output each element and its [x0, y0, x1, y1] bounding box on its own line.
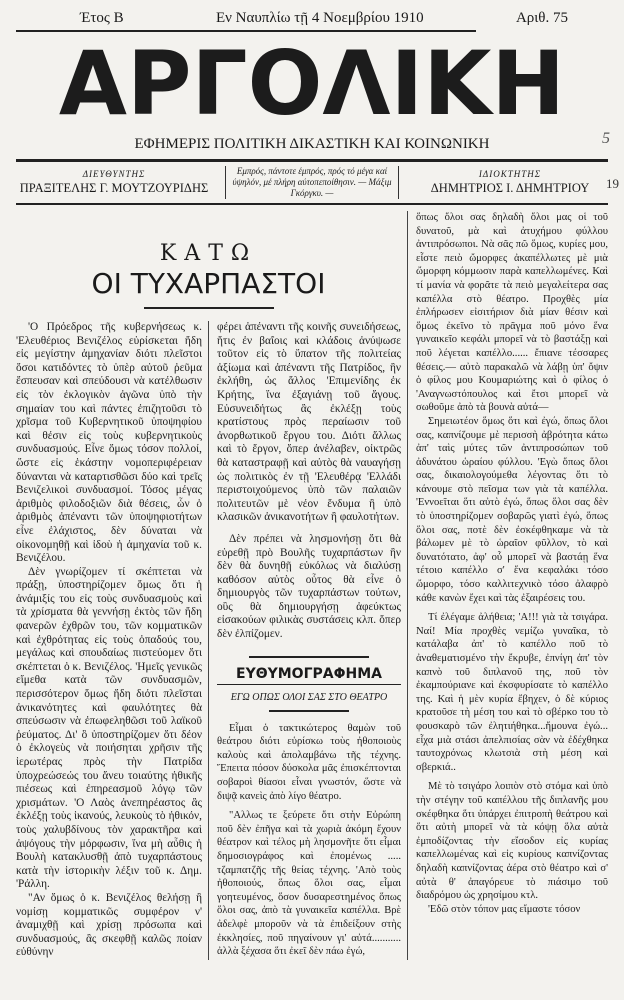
- paragraph: "Αλλως τε ξεύρετε ὅτι στὴν Εὐρώπη ποῦ δὲν ἐπῆγα καὶ τὰ χωριὰ ἀκόμη ἔχουν θέατρον καὶ τέλος μὴ λησμονῆτε ὅτι εἶμαι δημοσιογράφος καὶ ἐπομένως ..... τζαμπατζῆς τῆς θείας τέχνης. 'Απὸ τοὺς ἠθοποιούς, ὅπως ὅλοι σας, εἶμαι γοητευμένος, ὅσον δυσαρεστημένος ὅπως ὅλοι σας, ἀπὸ τὰ γυναικεῖα καπέλλα. Βρὲ ἀδελφὲ μποροῦν νὰ τὰ ἐπιδείξουν στὴς ἐκκλησίες, ποῦ πηγαίνουν γι' αὐτά........... ἀλλὰ ξέχασα ὅτι ἐκεῖ δὲν πάω ἐγώ,: [217, 810, 401, 958]
- paragraph: Σημειωτέον ὅμως ὅτι καὶ ἐγώ, ὅπως ὅλοι σας, καπνίζουμε μὲ περισσὴ ἀβρότητα κάτω ἀπ' ταὶς μύτες τῶν ἀντιπροσώπων τοῦ ἀδυνάτου ὡραίου φύλλου. 'Εγὼ ὅπως ὅλοι σας, δικαιολογούμεθα λέγοντας ὅτι τὸ κάνουμε στὸ πεῖσμα των γιὰ τὰ καπέλλα. 'Εννοεῖται ὅτι αὐτὸ ἐγώ, ὅπως ὅλοι σας δὲν τὸ ὑποστηρίζομεν σοβαρῶς γιατὶ ἐγώ, ὅπως ὅλοι σας, ποτὲ δὲν ἐσκέφθηκαμε νὰ τὰ βάλωμεν μὲ τὸ ὡραῖον φῦλλον, τὸ καὶ δυνατότατο, ἀφ' οὗ μπορεῖ νὰ βαστάῃ ἕνα τέτοιο καπέλλο σ' ἕνα κεφαλάκι τόσο ὤμορφο, τόσο καλλιτεχνικὸ τόσο ἀλαφρὸ κάθε κανὼν ἔχει καὶ τὰς ἐξαιρέσεις του.: [416, 415, 608, 604]
- paragraph: Τί ἐλέγαμε ἀλήθεια; 'Α!!! γιὰ τὰ τσιγάρα. Ναί! Μία προχθὲς νεμίζω γυναῖκα, τὸ κατάλαβα ἀπ' τὸ καπέλλο ποῦ τὸ ἀναθεματισμένο τὴν ἔκρυβε, ἐπνίγη ἀπ' τὸν καπνὸ τοῦ διπλανοῦ της, ποῦ τὸν ἐκαμπούριανε καὶ ἐκσφυρίσατε τὸ καπέλλο της. Καὶ ἡ μὲν κυρία ἔβηχεν, ὁ δὲ κύριος κρατοῦσε τὴ μέση του καὶ τὸ σβέρκο του τὸ φουσκαρὸ τῶν ἐλητιήθηκα...ἤμουνα ἐγώ... εἶχα μιὰ στάσι ἀπελπισίας σὰν νὰ ἐδέχθηκα ταυτοχρόνως κλωτσιὰ στὴ μέση καὶ σβερκιά..: [416, 612, 608, 773]
- motto-quote: Εμπρός, πάντοτε έμπρός, πρός τό μέγα καί ύψηλόν, μέ πλήρη αύτοπεποίθησιν. — Μάξιμ Γκόργκυ. —: [225, 166, 399, 199]
- paragraph: 'Εδῶ στὸν τόπον μας εἴμαστε τόσον: [428, 903, 581, 915]
- paragraph: 'Ο Πρόεδρος τῆς κυβερνήσεως κ. 'Ελευθέριος Βενιζέλος εὑρίσκεται ἤδη εἰς μεγίστην ἀμηχανίαν διότι πλεῖστοι ὅσοι κατιδόντες τὸ ὑπὲρ αὐτοῦ ῥεῦμα ἔσπευσαν καὶ σπεύδουσι νὰ κατέλθωσιν εἰς τὸν ἐκλογικὸν ἀγῶνα ὑπὸ τὴν σημαίαν του καὶ πάντες ἐπιζητοῦσι τὸ χρῖσμα τοῦ Κυβερνητικοῦ ὑποψηφίου καὶ θέσιν εἰς τοὺς κυβερνητικοὺς συνδυασμούς. Εἶνε ὅμως τόσον πολλοί, ὥστε εἰς ἑκάστην νομοπεριφέρειαν δύνανται νὰ καταρτισθῶσι δύο καὶ τρεῖς Βενιζελικοὶ συνδυασμοί. Τόσος μέγας ἀριθμὸς φιλοδοξιῶν διὰ θέσεις, ὧν ὁ ἀριθμὸς ἀπέναντι τῶν ὑποψηφιοτήτων εἶνε ἐλάχιστος, δὲν δύναται νὰ οἰκονομηθῇ καὶ ἰδοὺ ἡ ἀμηχανία τοῦ κ. Βενιζέλου.: [16, 321, 202, 565]
- year-label: Έτος Β: [80, 10, 124, 26]
- owner-name: ΔΗΜΗΤΡΙΟΣ Ι. ΔΗΜΗΤΡΙΟΥ: [430, 181, 590, 195]
- issue-number: Αριθ. 75: [515, 10, 568, 26]
- ornament-rule: [269, 710, 349, 712]
- paragraph: Δὲν γνωρίζομεν τί σκέπτεται νὰ πράξῃ, ὑποστηρίζομεν ὅμως ὅτι ἡ ἀνάμιξίς του εἰς τοὺς συνδυασμοὺς καὶ τὰ χρίσματα θὰ γεννήσῃ ἐκτὸς τῶν ἤδη φανερῶν ἐχθρῶν του, τῶν κομματικῶν καὶ ἐχθρότητας εἰς τοὺς ὀπαδούς του, μεγάλως καὶ σπουδαίως πιστεύομεν ὅτι σκέπτεται ὁ κ. Βενιζέλος. 'Ημεῖς γενικῶς εἴμεθα κατὰ τῶν συνδυασμῶν, περισσότερον ὅμως ἤδη διότι πλεῖσται ἀνικανότητες καὶ φαυλότητες θὰ σπεύσωσιν νὰ ἐπωφεληθῶσι τοῦ λαϊκοῦ ῥεύματος. Δι' ὃ ὑποστηρίζομεν ὅτι δέον ὁ ἐκλογεὺς νὰ ποιήσηται χρῆσιν τῆς ἱερωτέρας πρὸς τὴν Πατρίδα ὑποχρεώσεώς του ἄνευ τοιαύτης ἠθικῆς πιέσεως καὶ ἐπηρεασμοῦ λόγῳ τῶν χρισμάτων. 'Ο Λαὸς ἀνεπηρέαστος ἂς ἐκλέξῃ τοὺς ἱκανούς, λευκοὺς τὸ ἠθικόν, τοὺς χαλυβδίνους τὸν χαρακτῆρα καὶ ἀψόγους τὴν μόρφωσιν, ἵνα μὴ αὖθις ἡ Βουλὴ κατακλυσθῇ ἀπὸ τυχαρπάστους κατὰ τὴν ἱστορικὴν λέξιν τοῦ κ. Δημ. 'Ράλλη.: [16, 565, 202, 891]
- humor-column-middle: [217, 722, 401, 959]
- article-kicker: ΚΑΤΩ: [159, 241, 258, 266]
- paragraph: φέρει ἀπέναντι τῆς κοινῆς συνειδήσεως, ἥτις ἐν βαΐοις καὶ κλάδοις ἀνύψωσε τοῦτον εἰς τὸ ὕπατον τῆς πολιτείας ἀξίωμα καὶ ἀπέναντι τῆς Πατρίδος, ἣν ἐκλήθη, ὡς ἄλλος 'Επιμενίδης ἐκ Κρήτης, ἵνα ἐξαγιάνῃ τοῦ ἄγους. Εὐσυνειδήτως ἂς ἐκλέξῃ τοὺς κρατίστους πρὸς περαίωσιν τοῦ ἀνορθωτικοῦ ἔργου του. Διότι ἄλλως καὶ τὸ ἔργον, ὅπερ ἀνέλαβεν, οἰκτρῶς θὰ καταστραφῇ καὶ αὐτὸς θὰ ναυαγήσῃ ὡς πολιτικὸς ἐν τῇ 'Ελευθέρᾳ 'Ελλάδι περιστοιχούμενος ὑπὸ τῶν παλαιῶν πολιτευτῶν μὲ νέον ἔνδυμα ἢ ὑπὸ κλασικῶν ἀνικανοτήτων ἢ φαυλοτήτων.: [217, 321, 401, 524]
- handwritten-note: 19: [606, 176, 619, 191]
- owner-block: [412, 169, 608, 196]
- handwritten-note: 5: [602, 130, 610, 147]
- director-role: ΔΙΕΥΘΥΝΤΗΣ: [82, 169, 146, 179]
- headline-block: [16, 211, 401, 321]
- article-headline: ΟΙ ΤΥΧΑΡΠΑΣΤΟΙ: [91, 267, 326, 300]
- paragraph: ὅπως ὅλοι σας δηλαδὴ ὅλοι μας οἱ τοῦ δυνατοῦ, μὰ καὶ ἀτυχήμου φύλλου ἀντιπρόσωποι. Νὰ σᾶς πῶ ὅμως, κυρίες μου, εἶστε πειὸ ὤμορφες ἀκαπέλλωτες μὲ μιὰ ὤμορφη κόμμωσιν παρὰ καπελλωμένες. Καὶ τί μανία νὰ φορᾶτε τὰ πειὸ μεγαλείτερα σας καπέλλα στὸ θέατρο. Προχθὲς μία ἐπλήρωσεν εἰσιτήριον διὰ μίαν θέσιν καὶ ὅμως ἐκεῖνο τὸ πρᾶγμα ποῦ μόνο ἕνα γυναικεῖο κεφάλι μπορεῖ νὰ τὸ βαστάξῃ καὶ ποῦ λέγεται καπέλλο...... ἔπιανε τέσσαρες θέσεις.— αὐτὸ παρακαλῶ νὰ λάβῃ ὑπ' ὄψιν ὁ φίλος μου Κουμαριώτης καὶ ὁ φίλος ὁ 'Αναγνωστόπουλος καὶ ἔτσι μπορεῖ νὰ σωθοῦμε ἀπὸ τὰ βουνὰ αὐτά—: [416, 212, 608, 414]
- humor-column-right: [416, 211, 608, 960]
- paragraph: Εἶμαι ὁ τακτικώτερος θαμὼν τοῦ θεάτρου διότι εὑρίσκω τοὺς ἠθοποιοὺς καλοὺς καὶ ἀπολαμβάνω τῆς τέχνης. Ἔπειτα πόσον δύσκολα μᾶς ἐπισκέπτονται σοβαροὶ θίασοι εἶναι γνωστόν, ὥστε νὰ διψᾷ κανεὶς ἀπὸ λίγο θέατρο.: [217, 722, 401, 802]
- owner-role: ΙΔΙΟΚΤΗΤΗΣ: [478, 169, 542, 179]
- lead-article: [16, 211, 408, 960]
- section-subtitle: ΕΓΩ ΟΠΩΣ ΟΛΟΙ ΣΑΣ ΣΤΟ ΘΕΑΤΡΟ: [230, 691, 388, 703]
- director-block: [16, 169, 212, 196]
- section-title: ΕΥΘΥΜΟΓΡΑΦΗΜΑ: [217, 664, 401, 685]
- body-area: [16, 211, 608, 960]
- ornament-rule: [249, 656, 369, 658]
- director-name: ΠΡΑΞΙΤΕΛΗΣ Γ. ΜΟΥΤΖΟΥΡΙΔΗΣ: [19, 181, 209, 195]
- staff-row: [16, 162, 608, 203]
- staff-rule: [16, 203, 608, 205]
- ornament-rule: [144, 307, 274, 309]
- article-column-middle: [217, 321, 401, 960]
- paragraph: "Αν ὅμως ὁ κ. Βενιζέλος θελήσῃ ἢ νομίσῃ κομματικῶς συμφέρον ν' ἀναμιχθῇ καὶ χρίσῃ πρόσωπα καὶ συνδυασμούς, ἂς σκεφθῇ καλῶς ποίαν εὐθύνην: [16, 891, 202, 959]
- article-columns: [16, 321, 401, 960]
- dateline: [16, 10, 608, 30]
- newspaper-masthead: ΑΡΓΟΛΙΚΗ: [58, 32, 566, 135]
- paragraph: Δὲν πρέπει νὰ λησμονήσῃ ὅτι θὰ εὑρεθῇ πρὸ Βουλῆς τυχαρπάστων ἣν δὲν θὰ δυνηθῇ εὐκόλως νὰ διαλύσῃ καθόσον αὐτὸς οὗτος θὰ εἶνε ὁ δημιουργὸς τῶν τυχαρπάστων τούτων, οὓς θὰ δημιουργήσῃ ἀφεύκτως εἰσακούων φιλικὰς συστάσεις κλπ. ὅπερ δὲν ἐλπίζομεν.: [217, 532, 401, 641]
- issue-date: Εν Ναυπλίω τῇ 4 Νοεμβρίου 1910: [215, 10, 424, 26]
- article-column-left: [16, 321, 209, 960]
- newspaper-subtitle: ΕΦΗΜΕΡΙΣ ΠΟΛΙΤΙΚΗ ΔΙΚΑΣΤΙΚΗ ΚΑΙ ΚΟΙΝΩΝΙΚΗ: [134, 136, 490, 152]
- paragraph: Μὲ τὸ τσιγάρο λοιπὸν στὸ στόμα καὶ ὑπὸ τὴν στέγην τοῦ καπέλλου τῆς διπλανῆς μου σκέφθηκα ὅτι ὑπάρχει ἐπιτροπὴ θεάτρου καὶ ὅτι αὐτὴ μπορεῖ νὰ τὰ κόψῃ ὅλα αὐτὰ ἐμποδίζοντας τὴν εἴσοδον εἰς κυρίας καπελλωμένας καὶ εἰς κυρίους καπνίζοντας δηλαδὴ καπνίζοντας ἀέρα στὸ θέατρο καὶ σ' αὐτὰ θ' ἀπαγόρευε τὸ πιάσιμο τοῦ διαδρόμου ὡς χρησίμου κτλ.: [416, 781, 608, 902]
